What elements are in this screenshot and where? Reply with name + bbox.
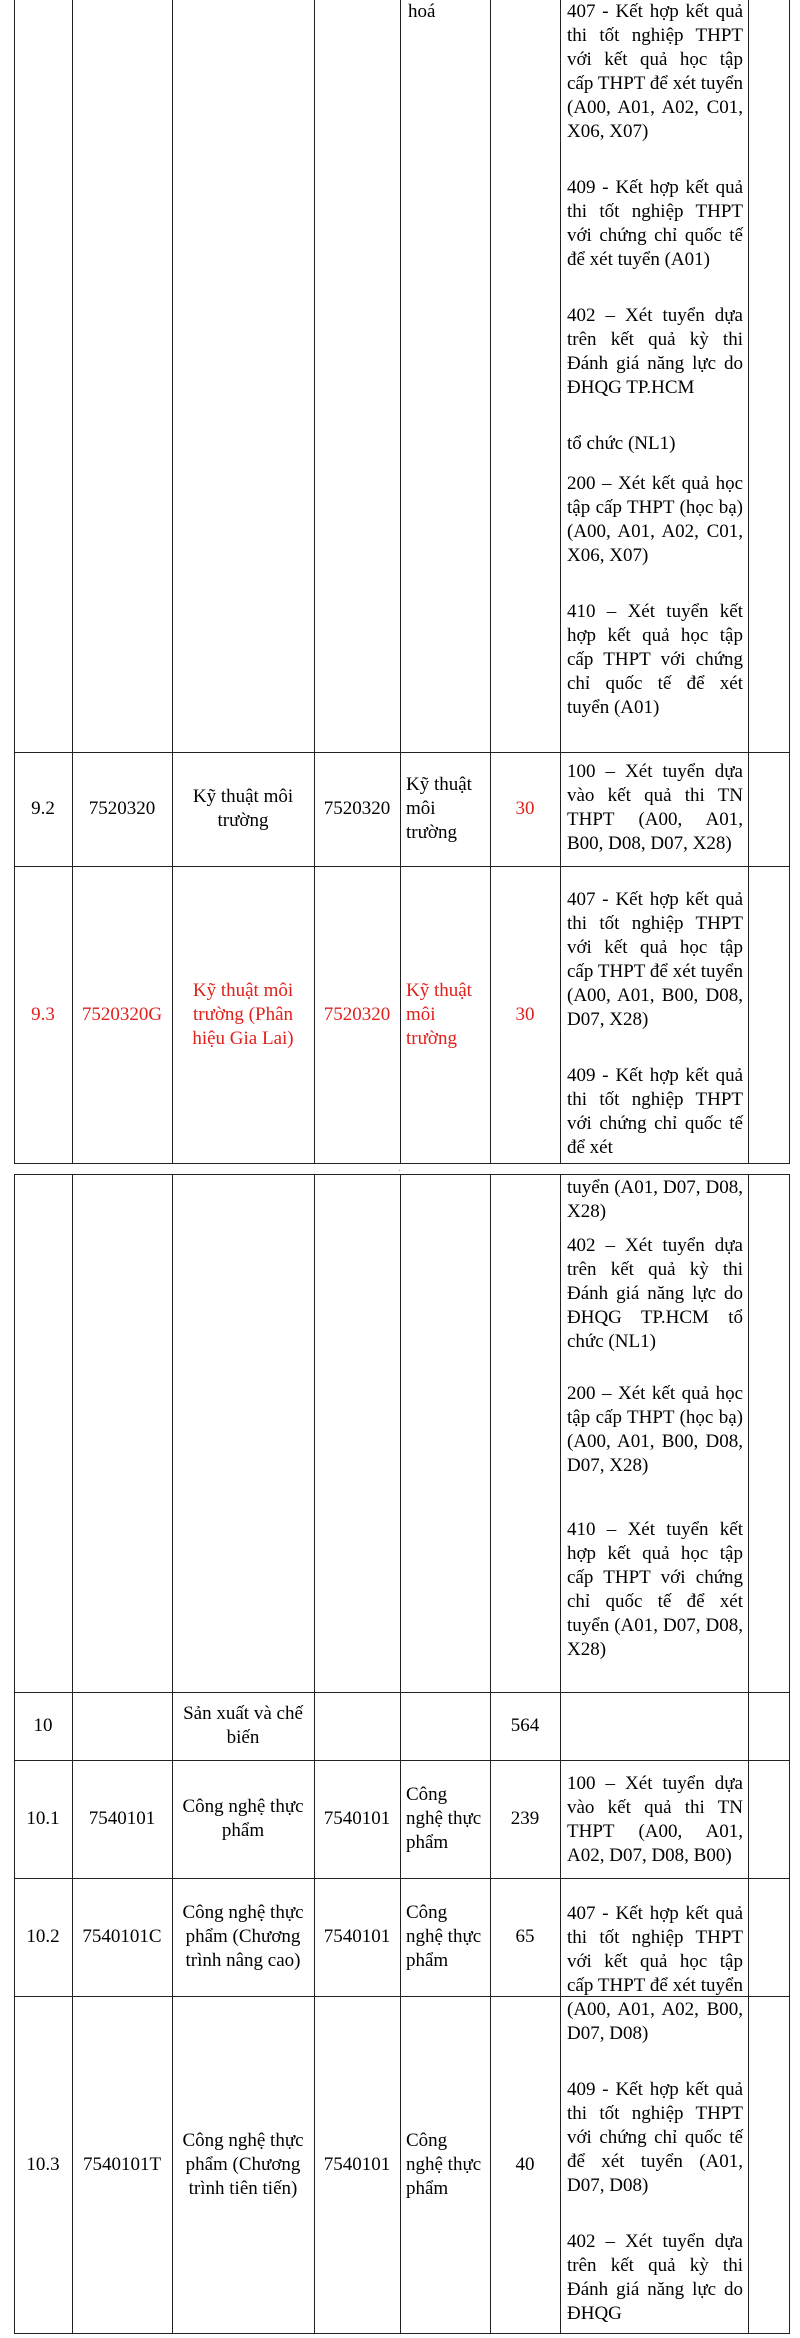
stt-cell: 10.3 [26, 2153, 60, 2175]
row-line [14, 1163, 790, 1164]
method-407: 407 - Kết hợp kết quả thi tốt nghiệp THPT với kết quả học tập cấp THPT để xét tuyển (A00, A01, B00, D08, D07, X28) [567, 889, 743, 1030]
group-name-cell: Công nghệ thực phẩm [406, 1784, 482, 1853]
group-code-cell: 7540101 [323, 1926, 391, 1947]
method-402: 402 – Xét tuyển dựa trên kết quả kỳ thi Đánh giá năng lực do ĐHQG TP.HCM tổ chức (NL1) [567, 1235, 743, 1352]
name-cell: Công nghệ thực phẩm [182, 1796, 304, 1841]
group-name-cell: Công nghệ thực phẩm [406, 1902, 482, 1971]
method-407: 407 - Kết hợp kết quả thi tốt nghiệp THPT với kết quả học tập cấp THPT để xét tuyển (A00, A01, A02, B00, D07, D08) [567, 1903, 743, 2044]
quota-cell: 65 [515, 1926, 535, 1947]
group-name-cell: Công nghệ thực phẩm [406, 2129, 482, 2199]
col-line [748, 0, 749, 1164]
quota-cell: 30 [515, 1003, 535, 1025]
name-cell: Công nghệ thực phẩm (Chương trình tiên tiến) [182, 2129, 304, 2199]
name-cell: Sản xuất và chế biến [183, 1703, 303, 1748]
row-line [14, 1692, 790, 1693]
method-410: 410 – Xét tuyển kết hợp kết quả học tập cấp THPT với chứng chỉ quốc tế để xét tuyển (A01) [567, 601, 743, 718]
method-100: 100 – Xét tuyển dựa vào kết quả thi TN THPT (A00, A01, B00, D08, D07, X28) [567, 761, 743, 854]
quota-cell: 30 [515, 798, 535, 819]
stt-cell: 9.2 [31, 798, 55, 819]
group-code-cell: 7540101 [323, 1808, 391, 1829]
col-line [789, 1174, 790, 2334]
group-name-cell: Kỹ thuật môi trường [406, 979, 472, 1049]
group-code-cell: 7540101 [323, 2153, 391, 2175]
stt-cell: 10 [33, 1715, 53, 1736]
method-409: 409 - Kết hợp kết quả thi tốt nghiệp THPT với chứng chỉ quốc tế để xét tuyển (A01) [567, 177, 743, 270]
stt-cell: 9.3 [31, 1003, 55, 1025]
page-separator-mark: · [398, 1166, 402, 1177]
group-name-cont: hoá [408, 1, 436, 22]
code-cell: 7520320 [88, 798, 156, 819]
method-100: 100 – Xét tuyển dựa vào kết quả thi TN THPT (A00, A01, A02, D07, D08, B00) [567, 1773, 743, 1866]
quota-cell: 564 [510, 1715, 540, 1736]
method-407: 407 - Kết hợp kết quả thi tốt nghiệp THPT với kết quả học tập cấp THPT để xét tuyển (A00, A01, A02, C01, X06, X07) [567, 1, 743, 142]
method-200: 200 – Xét kết quả học tập cấp THPT (học bạ) (A00, A01, B00, D08, D07, X28) [567, 1383, 743, 1476]
quota-cell: 239 [510, 1808, 540, 1829]
col-line [748, 1174, 749, 2334]
method-409-cont: tuyển (A01, D07, D08, X28) [567, 1177, 743, 1222]
method-402: 402 – Xét tuyển dựa trên kết quả kỳ thi Đánh giá năng lực do ĐHQG [567, 2231, 743, 2324]
row-line [14, 2333, 790, 2334]
group-code-cell: 7520320 [323, 1003, 391, 1025]
row-line [14, 1174, 790, 1175]
table-page-2 [14, 1174, 790, 2334]
col-line [789, 0, 790, 1164]
name-cell: Kỹ thuật môi trường (Phân hiệu Gia Lai) [192, 979, 294, 1049]
code-cell: 7520320G [81, 1003, 163, 1025]
code-cell: 7540101T [82, 2153, 162, 2175]
method-402: 402 – Xét tuyển dựa trên kết quả kỳ thi Đánh giá năng lực do ĐHQG TP.HCM [567, 305, 743, 398]
group-code-cell: 7520320 [323, 798, 391, 819]
method-409: 409 - Kết hợp kết quả thi tốt nghiệp THPT với chứng chỉ quốc tế để xét [567, 1065, 743, 1158]
group-name-cell: Kỹ thuật môi trường [406, 774, 472, 843]
table-page-1 [14, 0, 790, 1164]
name-cell: Kỹ thuật môi trường [192, 786, 294, 831]
quota-cell: 40 [515, 2153, 535, 2175]
name-cell: Công nghệ thực phẩm (Chương trình nâng cao) [182, 1902, 304, 1971]
method-409: 409 - Kết hợp kết quả thi tốt nghiệp THPT với chứng chỉ quốc tế để xét tuyển (A01, D07, D08) [567, 2079, 743, 2196]
method-402-cont: tổ chức (NL1) [567, 433, 676, 454]
code-cell: 7540101 [88, 1808, 156, 1829]
method-410: 410 – Xét tuyển kết hợp kết quả học tập cấp THPT với chứng chỉ quốc tế để xét tuyển (A01, D07, D08, X28) [567, 1519, 743, 1660]
code-cell: 7540101C [82, 1926, 162, 1947]
stt-cell: 10.2 [26, 1926, 60, 1947]
stt-cell: 10.1 [26, 1808, 60, 1829]
method-200: 200 – Xét kết quả học tập cấp THPT (học bạ) (A00, A01, A02, C01, X06, X07) [567, 473, 743, 566]
